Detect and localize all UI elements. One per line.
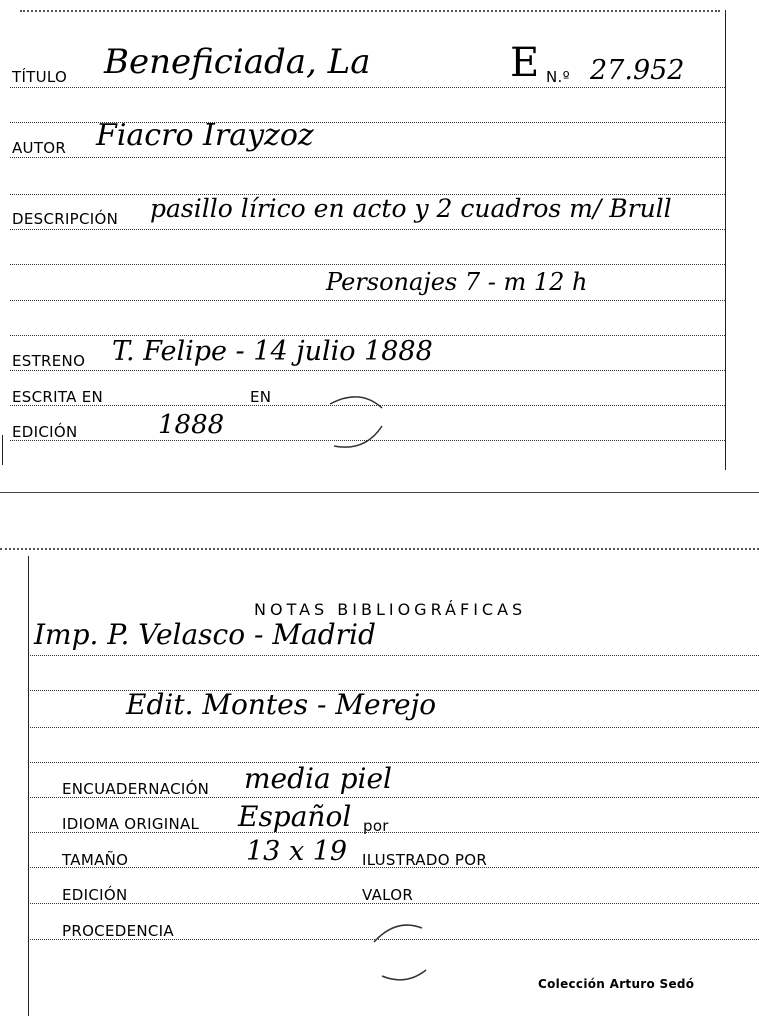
titulo-value: Beneficiada, La — [104, 42, 371, 82]
encuadernacion-label: ENCUADERNACIÓN — [62, 780, 210, 798]
autor-label: AUTOR — [12, 139, 67, 157]
ilustrado-label: ILUSTRADO POR — [362, 851, 488, 869]
escrita-en-label: ESCRITA EN — [12, 388, 104, 406]
encuadernacion-value: media piel — [244, 762, 392, 795]
registro-value: 27.952 — [590, 55, 685, 86]
right-edge — [725, 10, 726, 470]
personajes-value: Personajes 7 - m 12 h — [326, 268, 588, 296]
descripcion-label: DESCRIPCIÓN — [12, 210, 119, 228]
en-label: EN — [250, 388, 272, 406]
tamano-label: TAMAÑO — [62, 851, 129, 869]
top-edge — [20, 10, 720, 16]
valor-label: VALOR — [362, 886, 414, 904]
tamano-value: 13 x 19 — [246, 836, 348, 867]
descripcion-value: pasillo lírico en acto y 2 cuadros m/ Brull — [150, 194, 672, 223]
registro-label: N.º — [546, 68, 570, 86]
coleccion-stamp: Colección Arturo Sedó — [538, 977, 695, 991]
card-separator — [0, 492, 759, 493]
idioma-label: IDIOMA ORIGINAL — [62, 815, 200, 833]
left-edge-2 — [28, 556, 29, 1016]
notas-title: NOTAS BIBLIOGRÁFICAS — [254, 600, 527, 619]
punch-hole-mark-2 — [366, 918, 436, 988]
editorial-line: Edit. Montes - Merejo — [126, 688, 437, 721]
edicion-label-2: EDICIÓN — [62, 886, 128, 904]
autor-value: Fiacro Irayzoz — [96, 118, 314, 153]
por-label: por — [363, 817, 389, 835]
estreno-label: ESTRENO — [12, 352, 86, 370]
procedencia-label: PROCEDENCIA — [62, 922, 174, 940]
estreno-value: T. Felipe - 14 julio 1888 — [112, 336, 433, 367]
edicion-label: EDICIÓN — [12, 423, 78, 441]
edicion-value: 1888 — [158, 410, 225, 440]
top-edge-2 — [0, 548, 759, 554]
imprenta-line: Imp. P. Velasco - Madrid — [34, 618, 376, 651]
punch-hole-mark — [320, 388, 390, 458]
idioma-value: Español — [238, 800, 352, 833]
registro-prefix: E — [510, 40, 540, 86]
left-edge — [2, 435, 3, 465]
titulo-label: TÍTULO — [12, 68, 68, 86]
